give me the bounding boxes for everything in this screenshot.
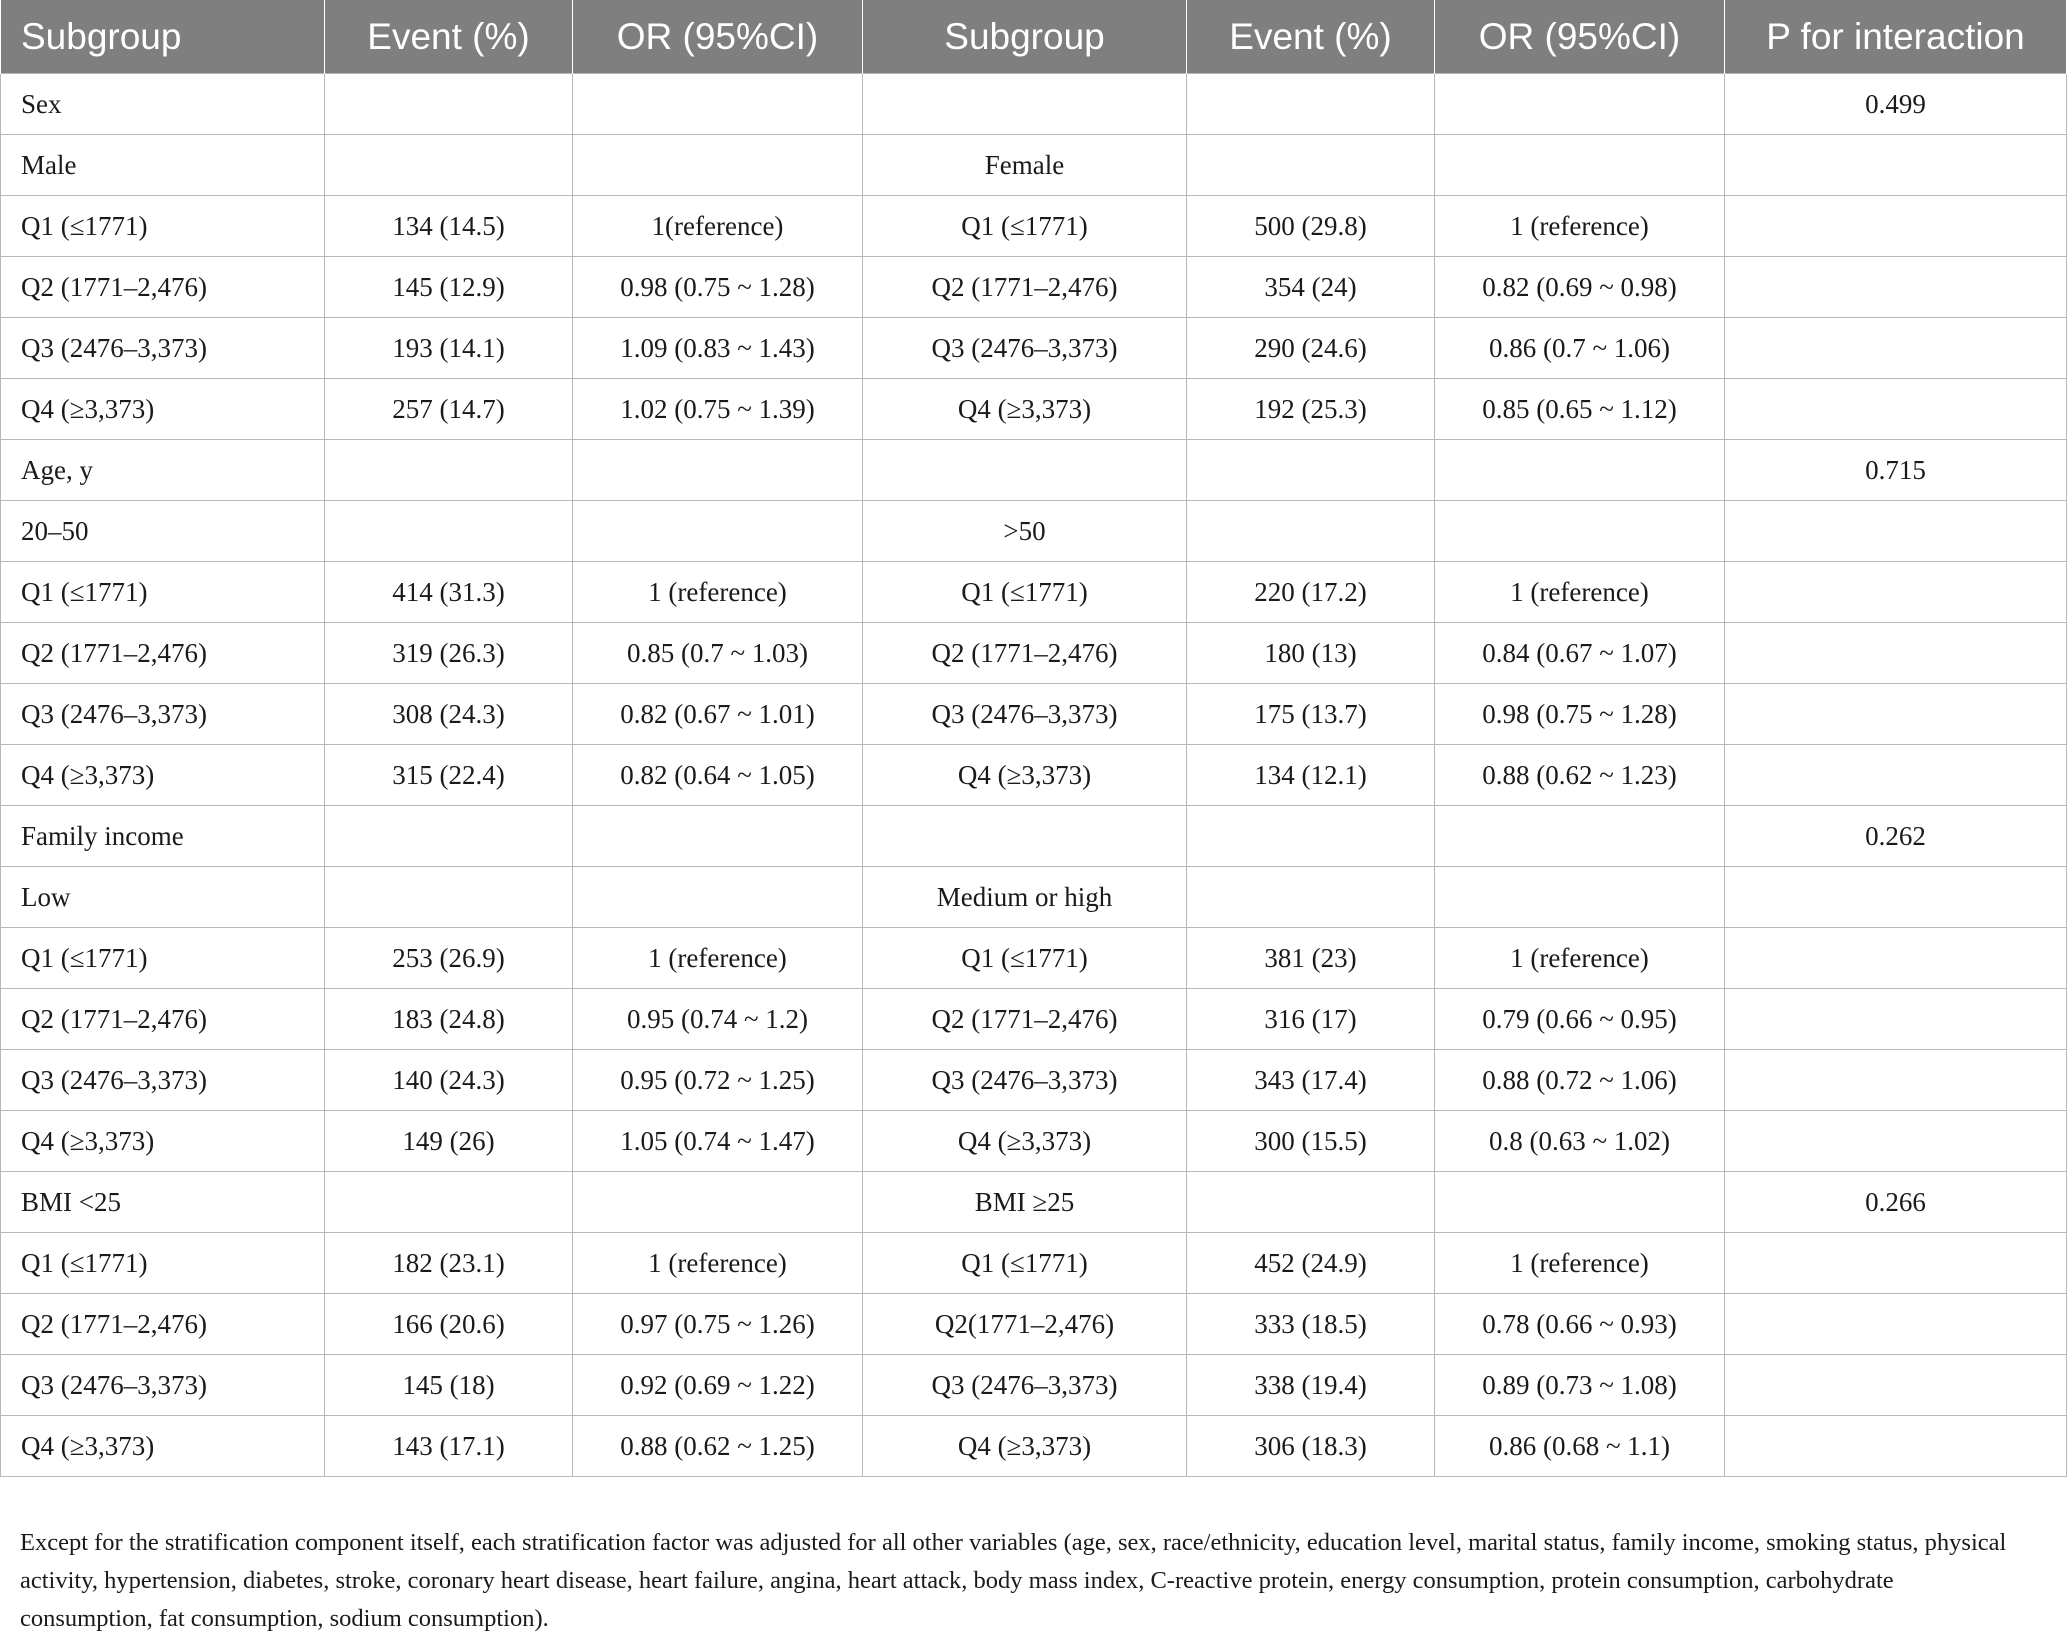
header-p-interaction: P for interaction bbox=[1725, 0, 2067, 74]
cell-subgroup-left: Q2 (1771–2,476) bbox=[1, 989, 325, 1050]
cell-subgroup-right: Q3 (2476–3,373) bbox=[863, 1050, 1187, 1111]
cell-p-interaction bbox=[1725, 257, 2067, 318]
cell-event-left bbox=[325, 501, 573, 562]
cell-event-right bbox=[1187, 867, 1435, 928]
cell-event-left: 145 (12.9) bbox=[325, 257, 573, 318]
cell-event-left: 193 (14.1) bbox=[325, 318, 573, 379]
table-row bbox=[1, 928, 2067, 989]
cell-subgroup-left: Q4 (≥3,373) bbox=[1, 1416, 325, 1477]
cell-subgroup-left: Q2 (1771–2,476) bbox=[1, 623, 325, 684]
cell-or-left: 1 (reference) bbox=[573, 1233, 863, 1294]
table-row bbox=[1, 1233, 2067, 1294]
cell-subgroup-left: 20–50 bbox=[1, 501, 325, 562]
cell-subgroup-right: Q1 (≤1771) bbox=[863, 928, 1187, 989]
cell-p-interaction bbox=[1725, 1355, 2067, 1416]
cell-or-right: 0.84 (0.67 ~ 1.07) bbox=[1435, 623, 1725, 684]
cell-or-left: 0.95 (0.74 ~ 1.2) bbox=[573, 989, 863, 1050]
cell-p-interaction bbox=[1725, 623, 2067, 684]
cell-p-interaction bbox=[1725, 1416, 2067, 1477]
cell-subgroup-left: Q3 (2476–3,373) bbox=[1, 318, 325, 379]
cell-or-right: 0.78 (0.66 ~ 0.93) bbox=[1435, 1294, 1725, 1355]
cell-event-right bbox=[1187, 501, 1435, 562]
cell-subgroup-left: Low bbox=[1, 867, 325, 928]
cell-p-interaction bbox=[1725, 684, 2067, 745]
cell-or-right: 0.85 (0.65 ~ 1.12) bbox=[1435, 379, 1725, 440]
cell-event-right bbox=[1187, 1172, 1435, 1233]
table-row bbox=[1, 440, 2067, 501]
table-row bbox=[1, 1416, 2067, 1477]
cell-p-interaction bbox=[1725, 1294, 2067, 1355]
cell-or-left: 0.98 (0.75 ~ 1.28) bbox=[573, 257, 863, 318]
cell-subgroup-right: Q4 (≥3,373) bbox=[863, 379, 1187, 440]
table-row bbox=[1, 318, 2067, 379]
table-row bbox=[1, 196, 2067, 257]
cell-subgroup-left: Q3 (2476–3,373) bbox=[1, 1050, 325, 1111]
table-row bbox=[1, 1111, 2067, 1172]
cell-or-right bbox=[1435, 867, 1725, 928]
cell-subgroup-left: Sex bbox=[1, 74, 325, 135]
cell-or-left bbox=[573, 806, 863, 867]
cell-event-left bbox=[325, 74, 573, 135]
cell-subgroup-right bbox=[863, 74, 1187, 135]
cell-or-right: 0.98 (0.75 ~ 1.28) bbox=[1435, 684, 1725, 745]
header-or-left: OR (95%CI) bbox=[573, 0, 863, 74]
header-row bbox=[1, 0, 2067, 74]
cell-subgroup-right: >50 bbox=[863, 501, 1187, 562]
cell-or-right: 0.89 (0.73 ~ 1.08) bbox=[1435, 1355, 1725, 1416]
cell-subgroup-left: Male bbox=[1, 135, 325, 196]
cell-or-right bbox=[1435, 440, 1725, 501]
cell-p-interaction: 0.266 bbox=[1725, 1172, 2067, 1233]
cell-or-left: 0.97 (0.75 ~ 1.26) bbox=[573, 1294, 863, 1355]
cell-or-left: 1 (reference) bbox=[573, 562, 863, 623]
cell-subgroup-right: Q2 (1771–2,476) bbox=[863, 623, 1187, 684]
cell-event-left: 319 (26.3) bbox=[325, 623, 573, 684]
cell-subgroup-left: Q1 (≤1771) bbox=[1, 1233, 325, 1294]
cell-or-left bbox=[573, 135, 863, 196]
cell-p-interaction bbox=[1725, 928, 2067, 989]
cell-event-left: 140 (24.3) bbox=[325, 1050, 573, 1111]
cell-p-interaction bbox=[1725, 989, 2067, 1050]
cell-event-right: 300 (15.5) bbox=[1187, 1111, 1435, 1172]
cell-p-interaction bbox=[1725, 501, 2067, 562]
cell-subgroup-left: Q4 (≥3,373) bbox=[1, 379, 325, 440]
cell-subgroup-left: Family income bbox=[1, 806, 325, 867]
table-body bbox=[1, 74, 2067, 1477]
cell-or-right: 0.86 (0.7 ~ 1.06) bbox=[1435, 318, 1725, 379]
cell-subgroup-right: Q2 (1771–2,476) bbox=[863, 989, 1187, 1050]
cell-subgroup-right: Q1 (≤1771) bbox=[863, 562, 1187, 623]
cell-event-right: 338 (19.4) bbox=[1187, 1355, 1435, 1416]
table-row bbox=[1, 74, 2067, 135]
cell-event-right bbox=[1187, 74, 1435, 135]
table-row bbox=[1, 1172, 2067, 1233]
cell-or-left bbox=[573, 867, 863, 928]
cell-p-interaction bbox=[1725, 196, 2067, 257]
cell-or-right: 1 (reference) bbox=[1435, 928, 1725, 989]
cell-or-right bbox=[1435, 135, 1725, 196]
cell-or-left: 1.09 (0.83 ~ 1.43) bbox=[573, 318, 863, 379]
cell-event-left bbox=[325, 1172, 573, 1233]
cell-subgroup-right: Q3 (2476–3,373) bbox=[863, 318, 1187, 379]
cell-or-right: 0.88 (0.62 ~ 1.23) bbox=[1435, 745, 1725, 806]
cell-p-interaction bbox=[1725, 1233, 2067, 1294]
table-row bbox=[1, 501, 2067, 562]
cell-or-right bbox=[1435, 806, 1725, 867]
table-header bbox=[1, 0, 2067, 74]
table-footnote: Except for the stratification component itself, each stratification factor was adjusted for all other variables (age, sex, race/ethnicity, education level, marital status, family income, smoking status, physical activity, hypertension, diabetes, stroke, coronary heart disease, heart failure, angina, heart attack, body mass index, C-reactive protein, energy consumption, protein consumption, carbohydrate consumption, fat consumption, sodium consumption). bbox=[20, 1529, 2007, 1632]
cell-event-left: 145 (18) bbox=[325, 1355, 573, 1416]
cell-subgroup-left: Q3 (2476–3,373) bbox=[1, 1355, 325, 1416]
cell-event-right: 316 (17) bbox=[1187, 989, 1435, 1050]
cell-subgroup-left: Q1 (≤1771) bbox=[1, 196, 325, 257]
cell-subgroup-left: Q1 (≤1771) bbox=[1, 928, 325, 989]
header-subgroup-left: Subgroup bbox=[1, 0, 325, 74]
cell-subgroup-right: Q3 (2476–3,373) bbox=[863, 684, 1187, 745]
cell-event-right: 333 (18.5) bbox=[1187, 1294, 1435, 1355]
table-row bbox=[1, 1355, 2067, 1416]
cell-event-left bbox=[325, 440, 573, 501]
cell-or-right: 0.88 (0.72 ~ 1.06) bbox=[1435, 1050, 1725, 1111]
cell-event-right: 343 (17.4) bbox=[1187, 1050, 1435, 1111]
cell-event-right: 220 (17.2) bbox=[1187, 562, 1435, 623]
cell-or-right: 0.8 (0.63 ~ 1.02) bbox=[1435, 1111, 1725, 1172]
cell-p-interaction bbox=[1725, 745, 2067, 806]
cell-or-right bbox=[1435, 501, 1725, 562]
header-event-right: Event (%) bbox=[1187, 0, 1435, 74]
cell-or-right: 1 (reference) bbox=[1435, 196, 1725, 257]
cell-subgroup-right: Q2 (1771–2,476) bbox=[863, 257, 1187, 318]
cell-event-left: 308 (24.3) bbox=[325, 684, 573, 745]
cell-or-left: 0.92 (0.69 ~ 1.22) bbox=[573, 1355, 863, 1416]
cell-event-right: 180 (13) bbox=[1187, 623, 1435, 684]
cell-p-interaction bbox=[1725, 867, 2067, 928]
cell-or-left: 0.82 (0.64 ~ 1.05) bbox=[573, 745, 863, 806]
cell-p-interaction: 0.715 bbox=[1725, 440, 2067, 501]
cell-or-left: 0.88 (0.62 ~ 1.25) bbox=[573, 1416, 863, 1477]
cell-event-left: 414 (31.3) bbox=[325, 562, 573, 623]
cell-subgroup-left: Q2 (1771–2,476) bbox=[1, 1294, 325, 1355]
cell-subgroup-right: Q1 (≤1771) bbox=[863, 196, 1187, 257]
cell-event-right bbox=[1187, 440, 1435, 501]
cell-or-left bbox=[573, 1172, 863, 1233]
header-or-right: OR (95%CI) bbox=[1435, 0, 1725, 74]
cell-event-left: 134 (14.5) bbox=[325, 196, 573, 257]
cell-p-interaction: 0.499 bbox=[1725, 74, 2067, 135]
cell-p-interaction: 0.262 bbox=[1725, 806, 2067, 867]
cell-subgroup-left: Q3 (2476–3,373) bbox=[1, 684, 325, 745]
table-row bbox=[1, 562, 2067, 623]
table-row bbox=[1, 257, 2067, 318]
table-row bbox=[1, 745, 2067, 806]
cell-event-left: 143 (17.1) bbox=[325, 1416, 573, 1477]
cell-subgroup-left: Q4 (≥3,373) bbox=[1, 1111, 325, 1172]
cell-event-left bbox=[325, 806, 573, 867]
cell-subgroup-left: BMI <25 bbox=[1, 1172, 325, 1233]
cell-p-interaction bbox=[1725, 562, 2067, 623]
header-subgroup-right: Subgroup bbox=[863, 0, 1187, 74]
cell-event-left: 149 (26) bbox=[325, 1111, 573, 1172]
table-row bbox=[1, 623, 2067, 684]
cell-event-right: 290 (24.6) bbox=[1187, 318, 1435, 379]
cell-or-left: 0.82 (0.67 ~ 1.01) bbox=[573, 684, 863, 745]
cell-event-right bbox=[1187, 806, 1435, 867]
cell-subgroup-right bbox=[863, 440, 1187, 501]
cell-or-right: 0.86 (0.68 ~ 1.1) bbox=[1435, 1416, 1725, 1477]
cell-or-right bbox=[1435, 74, 1725, 135]
cell-or-left bbox=[573, 501, 863, 562]
cell-event-right: 500 (29.8) bbox=[1187, 196, 1435, 257]
cell-subgroup-left: Q2 (1771–2,476) bbox=[1, 257, 325, 318]
table-row bbox=[1, 806, 2067, 867]
cell-event-right: 381 (23) bbox=[1187, 928, 1435, 989]
cell-event-left: 253 (26.9) bbox=[325, 928, 573, 989]
cell-event-left bbox=[325, 867, 573, 928]
table-row bbox=[1, 684, 2067, 745]
table-row bbox=[1, 379, 2067, 440]
cell-or-left: 0.85 (0.7 ~ 1.03) bbox=[573, 623, 863, 684]
cell-event-left: 182 (23.1) bbox=[325, 1233, 573, 1294]
cell-or-left bbox=[573, 440, 863, 501]
table-row bbox=[1, 989, 2067, 1050]
cell-p-interaction bbox=[1725, 379, 2067, 440]
cell-p-interaction bbox=[1725, 1111, 2067, 1172]
cell-or-left: 1(reference) bbox=[573, 196, 863, 257]
cell-or-left: 1.05 (0.74 ~ 1.47) bbox=[573, 1111, 863, 1172]
cell-subgroup-right: Female bbox=[863, 135, 1187, 196]
cell-or-right: 0.82 (0.69 ~ 0.98) bbox=[1435, 257, 1725, 318]
cell-p-interaction bbox=[1725, 135, 2067, 196]
table-row bbox=[1, 1294, 2067, 1355]
cell-event-right bbox=[1187, 135, 1435, 196]
cell-or-right: 1 (reference) bbox=[1435, 1233, 1725, 1294]
cell-event-right: 452 (24.9) bbox=[1187, 1233, 1435, 1294]
header-event-left: Event (%) bbox=[325, 0, 573, 74]
cell-or-left: 1 (reference) bbox=[573, 928, 863, 989]
cell-subgroup-right: Medium or high bbox=[863, 867, 1187, 928]
cell-event-left: 183 (24.8) bbox=[325, 989, 573, 1050]
cell-or-right bbox=[1435, 1172, 1725, 1233]
cell-subgroup-right: BMI ≥25 bbox=[863, 1172, 1187, 1233]
table-row bbox=[1, 867, 2067, 928]
cell-event-left: 315 (22.4) bbox=[325, 745, 573, 806]
cell-event-left: 166 (20.6) bbox=[325, 1294, 573, 1355]
cell-event-left bbox=[325, 135, 573, 196]
cell-subgroup-right: Q4 (≥3,373) bbox=[863, 745, 1187, 806]
cell-event-right: 175 (13.7) bbox=[1187, 684, 1435, 745]
cell-subgroup-left: Age, y bbox=[1, 440, 325, 501]
table-row bbox=[1, 135, 2067, 196]
cell-or-left: 0.95 (0.72 ~ 1.25) bbox=[573, 1050, 863, 1111]
cell-subgroup-right: Q1 (≤1771) bbox=[863, 1233, 1187, 1294]
cell-event-left: 257 (14.7) bbox=[325, 379, 573, 440]
cell-subgroup-right bbox=[863, 806, 1187, 867]
cell-event-right: 306 (18.3) bbox=[1187, 1416, 1435, 1477]
cell-subgroup-right: Q4 (≥3,373) bbox=[863, 1416, 1187, 1477]
cell-or-right: 0.79 (0.66 ~ 0.95) bbox=[1435, 989, 1725, 1050]
table-row bbox=[1, 1050, 2067, 1111]
cell-or-left bbox=[573, 74, 863, 135]
cell-subgroup-right: Q3 (2476–3,373) bbox=[863, 1355, 1187, 1416]
cell-or-left: 1.02 (0.75 ~ 1.39) bbox=[573, 379, 863, 440]
cell-event-right: 354 (24) bbox=[1187, 257, 1435, 318]
cell-or-right: 1 (reference) bbox=[1435, 562, 1725, 623]
cell-subgroup-left: Q1 (≤1771) bbox=[1, 562, 325, 623]
cell-event-right: 192 (25.3) bbox=[1187, 379, 1435, 440]
cell-subgroup-left: Q4 (≥3,373) bbox=[1, 745, 325, 806]
cell-subgroup-right: Q2(1771–2,476) bbox=[863, 1294, 1187, 1355]
cell-subgroup-right: Q4 (≥3,373) bbox=[863, 1111, 1187, 1172]
cell-p-interaction bbox=[1725, 1050, 2067, 1111]
cell-event-right: 134 (12.1) bbox=[1187, 745, 1435, 806]
cell-p-interaction bbox=[1725, 318, 2067, 379]
